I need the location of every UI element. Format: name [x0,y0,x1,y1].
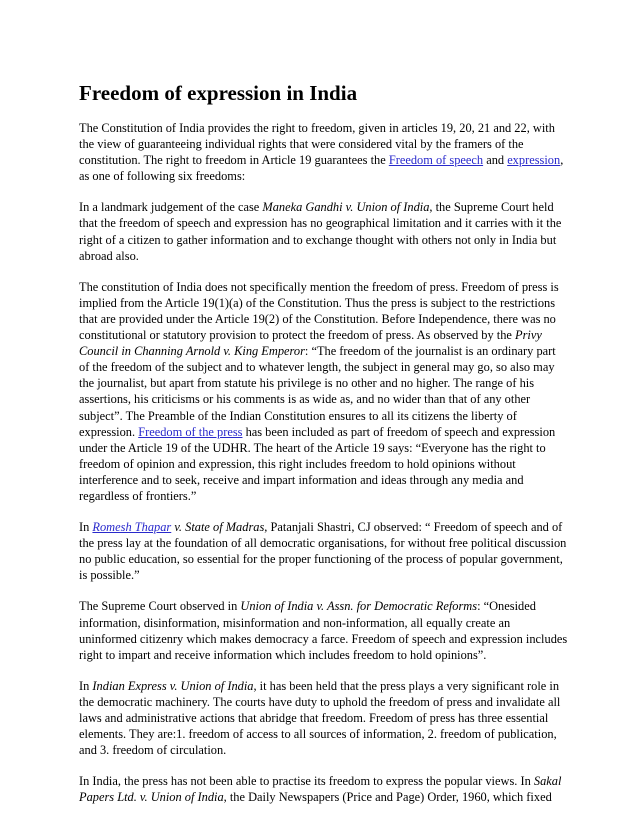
case-name: Sakal Papers Ltd. v. Union of India [79,774,562,805]
text: , the Daily Newspapers (Price and Page) Order, 1960, which fixed [223,790,552,805]
text: The constitution of India does not specifically mention the freedom of press. Freedom of press is implied from the Article 19(1)(a) of the Constitution. Thus the press is subject to the restrictions that are provided under the Article 19(2) of the Constitution. Before Independence, there was no constitutional or statutory provision to protect the freedom of press. As observed by the [79,279,559,343]
paragraph-sakal-papers [79,773,568,805]
link-freedom-of-the-press[interactable]: Freedom of the press [138,424,243,439]
text: , as one of following six freedoms: [79,153,564,184]
case-name: Union of India v. Assn. for Democratic Reforms [240,599,478,614]
case-name: Privy Council in Channing Arnold v. King Emperor [79,328,542,359]
case-name: Maneka Gandhi v. Union of India [262,200,430,215]
case-name: Indian Express v. Union of India [92,678,254,693]
text: The Supreme Court observed in [79,599,241,614]
text: In [79,520,93,535]
text: , Patanjali Shastri, CJ observed: “ Freedom of speech and of the press lay at the foundation of all democratic organisations, for without free political discussion no public education, so essential for the proper functioning of the process of popular government, is possible.” [79,520,567,583]
text: In a landmark judgement of the case [79,200,263,215]
text: , the Supreme Court held that the freedom of speech and expression has no geographical limitation and it carries with it the right of a citizen to gather information and to exchange thought with others not only in India but abroad also. [79,200,562,263]
paragraph-romesh-thapar [79,519,568,583]
page-title: Freedom of expression in India [79,81,358,105]
paragraph-indian-express [79,678,568,758]
paragraph-democratic-reforms [79,598,568,662]
link-expression[interactable]: expression [507,153,561,168]
text: has been included as part of freedom of speech and expression under the Article 19 of the UDHR. The heart of the Article 19 says: “Everyone has the right to freedom of opinion and expression, this right includes freedom to hold opinions without interference and to seek, receive and impart information and ideas through any media and regardless of frontiers.” [79,424,556,503]
text: and [483,153,508,168]
paragraph-maneka-gandhi [79,199,568,263]
paragraph-constitution [79,120,568,184]
text: In [79,678,93,693]
text: In India, the press has not been able to practise its freedom to express the popular views. In [79,774,534,789]
case-name: v. State of Madras [171,520,265,535]
text: , it has been held that the press plays a very significant role in the democratic machinery. The courts have duty to uphold the freedom of press and invalidate all laws and administrative actions that abridge that freedom. Freedom of press has three essential elements. They are:1. freedom of access to all sources of information, 2. freedom of publication, and 3. freedom of circulation. [79,678,561,758]
text: : “The freedom of the journalist is an ordinary part of the freedom of the subject and to whatever length, the subject in general may go, so also may the journalist, but apart from statute his privilege is no other and no higher. The range of his assertions, his criticisms or his comments is as wide as, and no wider than that of any other subject”. The Preamble of the Indian Constitution ensures to all its citizens the liberty of expression. [79,344,556,439]
text: : “Onesided information, disinformation, misinformation and non-information, all equally create an uninformed citizenry which makes democracy a farce. Freedom of speech and expression includes right to impart and receive information which includes freedom to hold opinions”. [79,599,568,662]
link-freedom-of-speech[interactable]: Freedom of speech [388,153,484,168]
paragraph-freedom-of-press [79,279,568,504]
text: The Constitution of India provides the right to freedom, given in articles 19, 20, 21 and 22, with the view of guaranteeing individual rights that were considered vital by the framers of the constitution. The right to freedom in Article 19 guarantees the [79,121,555,168]
link-romesh-thapar[interactable]: Romesh Thapar [92,520,172,535]
